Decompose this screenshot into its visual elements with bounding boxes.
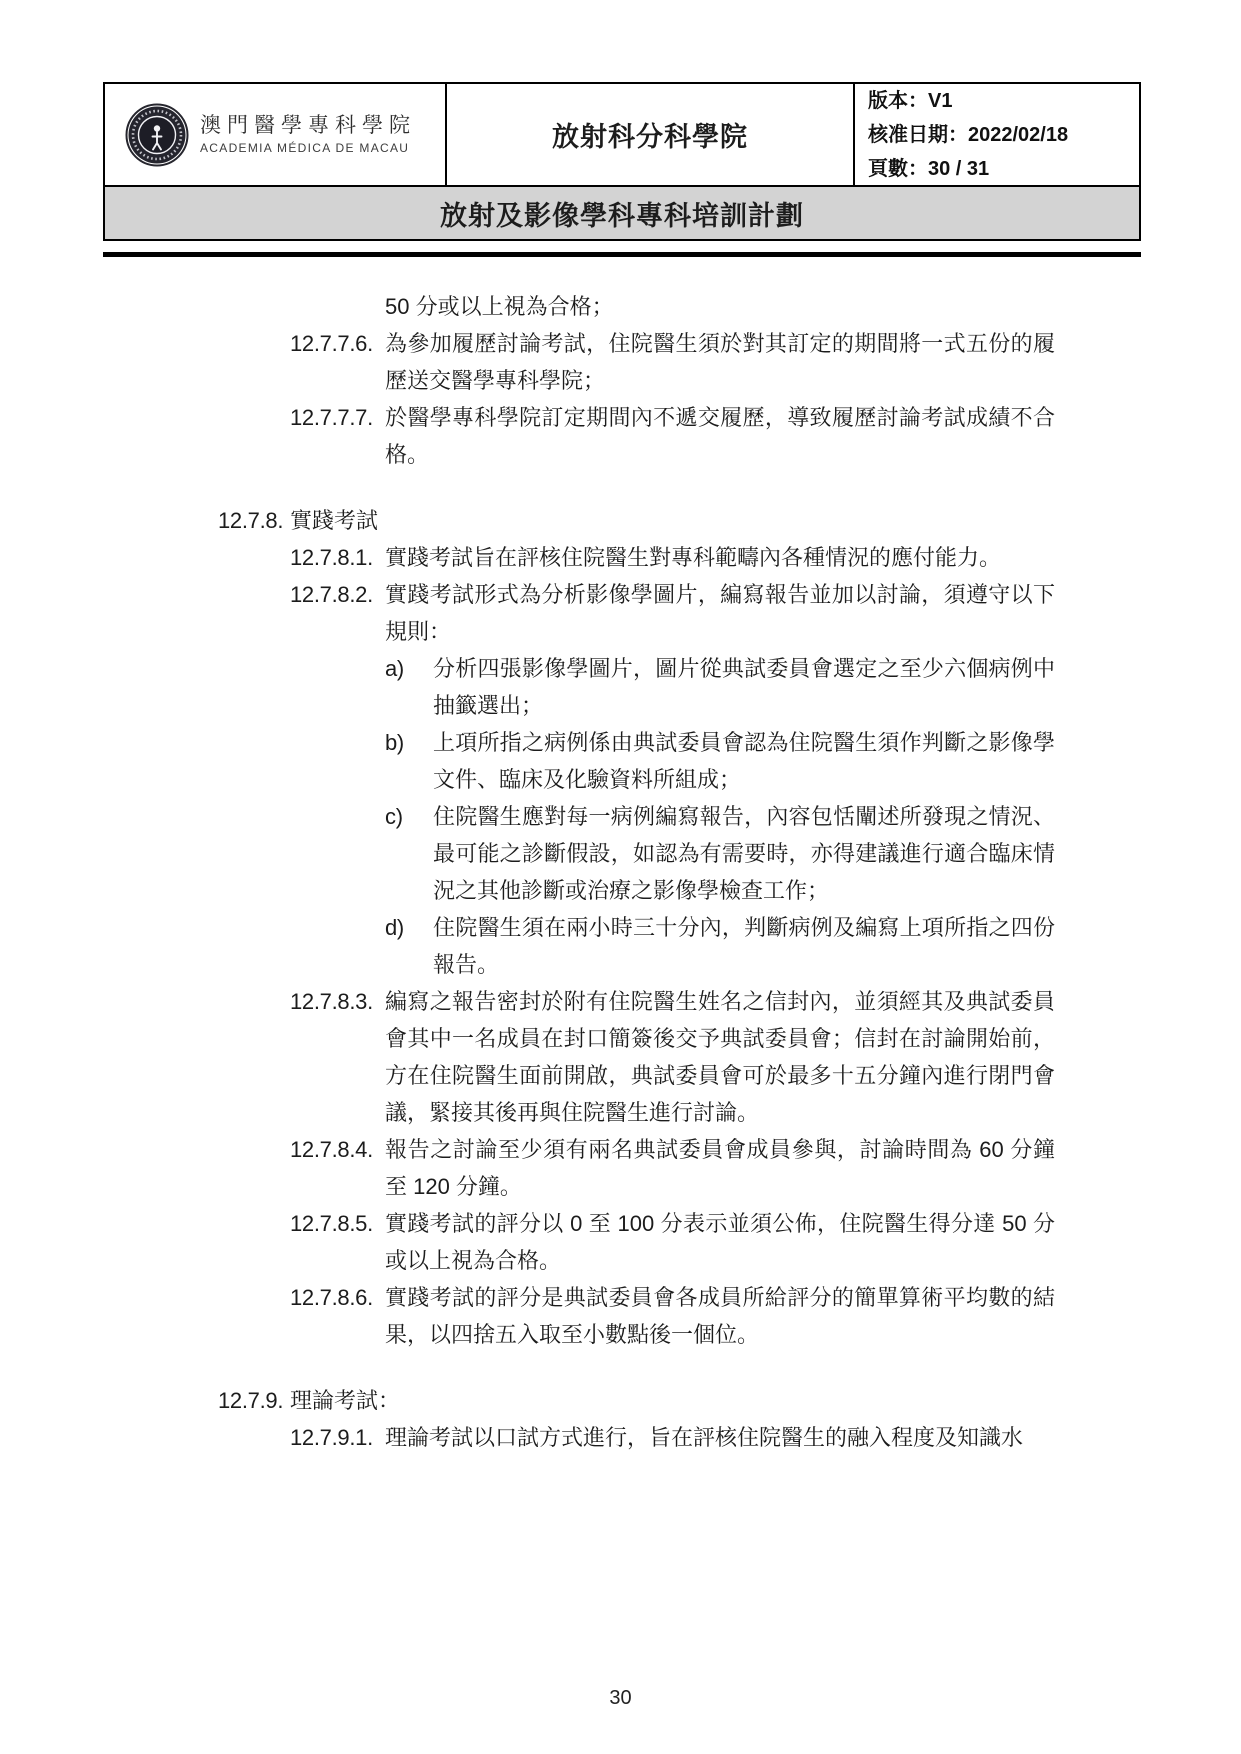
list-item	[290, 983, 1055, 1131]
item-letter: b)	[385, 730, 404, 755]
list-item	[290, 539, 1055, 576]
doc-title: 放射及影像學科專科培訓計劃	[440, 200, 804, 231]
list-item	[290, 1205, 1055, 1279]
item-number: 12.7.8.6.	[290, 1285, 373, 1310]
list-item	[290, 576, 1055, 650]
approval-date-line: 核准日期：2022/02/18	[868, 123, 1069, 146]
item-number: 12.7.8.2.	[290, 582, 373, 607]
item-text: 分析四張影像學圖片，圖片從典試委員會選定之至少六個病例中抽籤選出；	[433, 656, 1055, 718]
list-item	[218, 1382, 1055, 1419]
item-letter: c)	[385, 804, 403, 829]
list-item	[385, 650, 1055, 724]
list-item	[290, 1131, 1055, 1205]
item-text: 50 分或以上視為合格；	[385, 294, 614, 319]
item-text: 理論考試：	[290, 1388, 401, 1413]
item-text: 實踐考試的評分以 0 至 100 分表示並須公佈，住院醫生得分達 50 分或以上視為合格。	[385, 1211, 1055, 1273]
list-item	[218, 502, 1055, 539]
org-name-pt: ACADEMIA MÉDICA DE MACAU	[200, 141, 410, 156]
item-number: 12.7.8.3.	[290, 989, 373, 1014]
list-item	[290, 1419, 1055, 1456]
page-number: 30	[609, 1687, 632, 1709]
header-row	[105, 84, 1139, 185]
item-number: 12.7.7.6.	[290, 331, 373, 356]
doc-title-bar	[105, 185, 1139, 239]
item-number: 12.7.8.1.	[290, 545, 373, 570]
item-number: 12.7.8.5.	[290, 1211, 373, 1236]
pages-line: 頁數：30 / 31	[868, 157, 990, 180]
logo-cell	[105, 84, 447, 185]
item-number: 12.7.7.7.	[290, 405, 373, 430]
item-text: 實踐考試形式為分析影像學圖片，編寫報告並加以討論，須遵守以下規則：	[385, 582, 1055, 644]
item-text: 實踐考試旨在評核住院醫生對專科範疇內各種情況的應付能力。	[385, 545, 1002, 570]
list-item	[385, 288, 1055, 325]
item-text: 住院醫生須在兩小時三十分內，判斷病例及編寫上項所指之四份報告。	[433, 915, 1055, 977]
header-table	[103, 82, 1141, 241]
item-text: 為參加履歷討論考試，住院醫生須於對其訂定的期間將一式五份的履歷送交醫學專科學院；	[385, 331, 1055, 393]
list-item	[290, 325, 1055, 399]
item-letter: a)	[385, 656, 404, 681]
item-text: 住院醫生應對每一病例編寫報告，內容包恬闡述所發現之情況、最可能之診斷假設，如認為有需要時，亦得建議進行適合臨床情況之其他診斷或治療之影像學檢查工作；	[433, 804, 1055, 903]
header-divider	[103, 252, 1141, 257]
item-text: 於醫學專科學院訂定期間內不遞交履歷，導致履歷討論考試成績不合格。	[385, 405, 1055, 467]
college-title: 放射科分科學院	[552, 122, 748, 152]
item-letter: d)	[385, 915, 404, 940]
meta-cell	[855, 84, 1139, 185]
section-list	[100, 288, 1055, 1456]
list-item	[290, 1279, 1055, 1353]
academia-medica-seal-icon	[125, 103, 189, 167]
item-text: 實踐考試的評分是典試委員會各成員所給評分的簡單算術平均數的結果，以四捨五入取至小數點後一個位。	[385, 1285, 1055, 1347]
college-title-cell	[447, 84, 855, 185]
item-number: 12.7.8.4.	[290, 1137, 373, 1162]
version-line: 版本：V1	[868, 89, 953, 112]
item-number: 12.7.8.	[218, 508, 284, 533]
org-name-zh: 澳門醫學專科學院	[200, 113, 416, 137]
list-item	[385, 724, 1055, 798]
list-item	[290, 399, 1055, 473]
list-item	[385, 909, 1055, 983]
item-text: 實踐考試	[290, 508, 379, 533]
item-text: 理論考試以口試方式進行，旨在評核住院醫生的融入程度及知識水	[385, 1425, 1024, 1450]
item-text: 報告之討論至少須有兩名典試委員會成員參與，討論時間為 60 分鐘至 120 分鐘。	[385, 1137, 1055, 1199]
list-item	[385, 798, 1055, 909]
org-names	[200, 113, 416, 156]
item-number: 12.7.9.	[218, 1388, 284, 1413]
item-text: 編寫之報告密封於附有住院醫生姓名之信封內，並須經其及典試委員會其中一名成員在封口簡簽後交予典試委員會；信封在討論開始前，方在住院醫生面前開啟，典試委員會可於最多十五分鐘內進行閉門會議，緊接其後再與住院醫生進行討論。	[385, 989, 1055, 1125]
item-number: 12.7.9.1.	[290, 1425, 373, 1450]
item-text: 上項所指之病例係由典試委員會認為住院醫生須作判斷之影像學文件、臨床及化驗資料所組成；	[433, 730, 1055, 792]
